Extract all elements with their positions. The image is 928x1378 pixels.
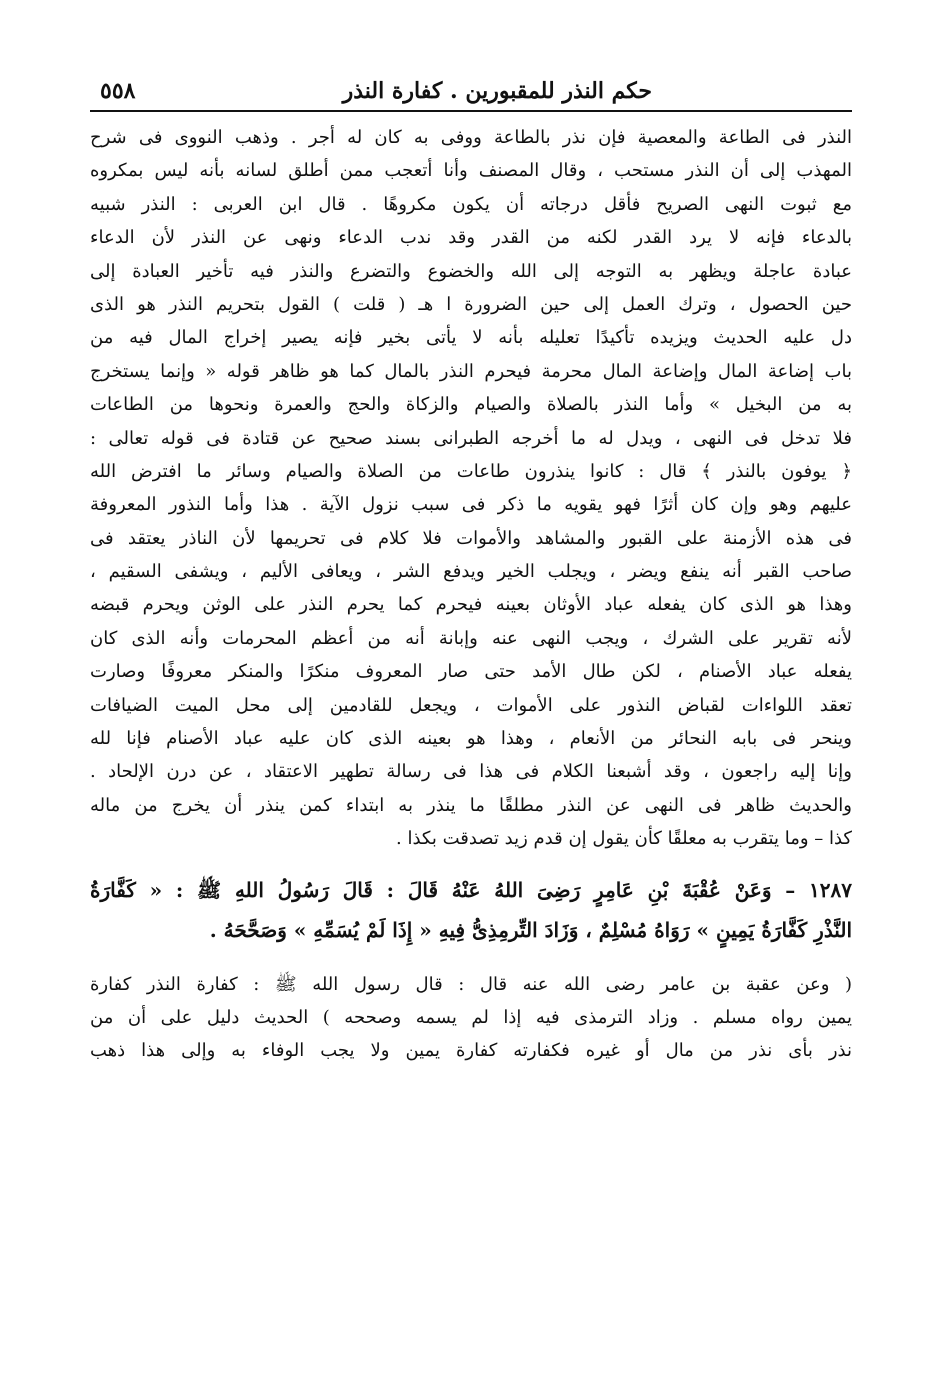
text-line: فلا تدخل فى النهى ، ويدل له ما أخرجه الطبرانى بسند صحيح عن قتادة فى قوله تعالى : [90,427,852,449]
text-line: به من البخيل » وأما النذر بالصلاة والصيام والزكاة والحج والعمرة ونحوها من الطاعات [90,394,852,416]
text-line: يمين رواه مسلم . وزاد الترمذى فيه إذا لم يسمه وصححه ) الحديث دليل على أن من [90,1006,852,1028]
text-line: وهذا هو الذى كان يفعله عباد الأوثان بعينه فيحرم كما يحرم النذر على الوثن ويحرم قبضه [90,594,852,616]
text-line: يفعله عباد الأصنام ، لكن طال الأمد حتى صار المعروف منكرًا والمنكر معروفًا وصارت [90,661,852,683]
text-line: عليهم وهو وإن كان أثرًا فهو يقويه ما ذكر فى سبب نزول الآية . هذا وأما النذور المعروفة [90,494,852,516]
text-line: مع ثبوت النهى الصريح فأقل درجاته أن يكون مكروهًا . قال ابن العربى : النذر شبيه [90,193,852,215]
text-line: بالدعاء فإنه لا يرد القدر لكنه من القدر وقد ندب الدعاء ونهى عن النذر لأن الدعاء [90,227,852,249]
text-line: دل عليه الحديث ويزيده تأكيدًا تعليله بأنه لا يأتى بخير فإنه يصير إخراج المال فيه من [90,327,852,349]
text-line: لأنه تقرير على الشرك ، ويجب النهى عنه وإبانة أنه من أعظم المحرمات وأنه الذى كان [90,627,852,649]
text-line: المهذب إلى أن النذر مستحب ، وقال المصنف وأنا أتعجب ممن أطلق لسانه بأنه ليس بمكروه [90,160,852,182]
text-line: وإنا إليه راجعون ، وقد أشبعنا الكلام فى هذا فى رسالة تطهير الاعتقاد ، عن درن الإلحاد . [90,761,852,783]
text-line: ( وعن عقبة بن عامر رضى الله عنه قال : قال رسول الله ﷺ : كفارة النذر كفارة [90,973,852,995]
text-line: تعقد اللواءات لقباض النذور على الأموات ، ويجعل للقادمين إلى محل الميت الضيافات [90,694,852,716]
running-header [90,70,852,112]
text-line: حين الحصول ، وترك العمل إلى حين الضرورة ا هـ ( قلت ) القول بتحريم النذر هو الذى [90,293,852,315]
hadith-section [90,870,852,950]
text-line: كذا – وما يتقرب به معلقًا كأن يقول إن قدم زيد تصدقت بكذا . [396,828,852,850]
text-line: ﴿ يوفون بالنذر ﴾ قال : كانوا ينذرون طاعات من الصلاة والصيام وسائر ما افترض الله [90,460,852,482]
text-line: نذر بأى نذر من مال أو غيره فكفارته كفارة يمين ولا يجب الوفاء به وإلى هذا ذهب [90,1040,852,1062]
text-line: النذر فى الطاعة والمعصية فإن نذر بالطاعة ووفى به كان له أجر . وذهب النووى فى شرح [90,127,852,148]
commentary-section [90,121,852,856]
text-line: فى هذه الأزمنة على القبور والمشاهد والأموات فلا كلام فى تحريمها لأن الناذر يعتقد فى [90,527,852,549]
text-line: باب إضاعة المال وإضاعة المال محرمة فيحرم النذر بالمال كما هو ظاهر قوله « وإنما يستخرج [90,360,852,382]
text-line: عبادة عاجلة ويظهر به التوجه إلى الله والخضوع والتضرع والنذر فيه تأخير العبادة إلى [90,260,852,282]
hadith-line: ١٢٨٧ – وَعَنْ عُقْبَةَ بْنِ عَامِرٍ رَضِىَ اللهُ عَنْهُ قَالَ : قَالَ رَسُولُ اللهِ ﷺ : « كَفَّارَةُ [90,877,852,902]
text-line: وينحر فى بابه النحائر من الأنعام ، وهذا هو بعينه الذى كان عليه عباد الأصنام فإنا لله [90,728,852,750]
page-number: ٥٥٨ [100,78,136,104]
book-page [90,70,852,1068]
header-title: حكم النذر للمقبورين . كفارة النذر [342,78,652,104]
explanation-section [90,968,852,1068]
text-line: صاحب القبر أنه ينفع ويضر ، ويجلب الخير ويدفع الشر ، ويعافى الأليم ، ويشفى السقيم ، [90,561,852,583]
text-line: والحديث ظاهر فى النهى عن النذر مطلقًا ما ينذر به ابتداء كمن ينذر أن يخرج من ماله [90,794,852,816]
hadith-line: النَّذْرِ كَفَّارَةُ يَمِينٍ » رَوَاهُ مُسْلِمٌ ، وَزَادَ التِّرمِذِىُّ فِيهِ « إِذَا لَمْ يُسَمِّهِ » وَصَحَّحَهُ . [209,917,852,942]
